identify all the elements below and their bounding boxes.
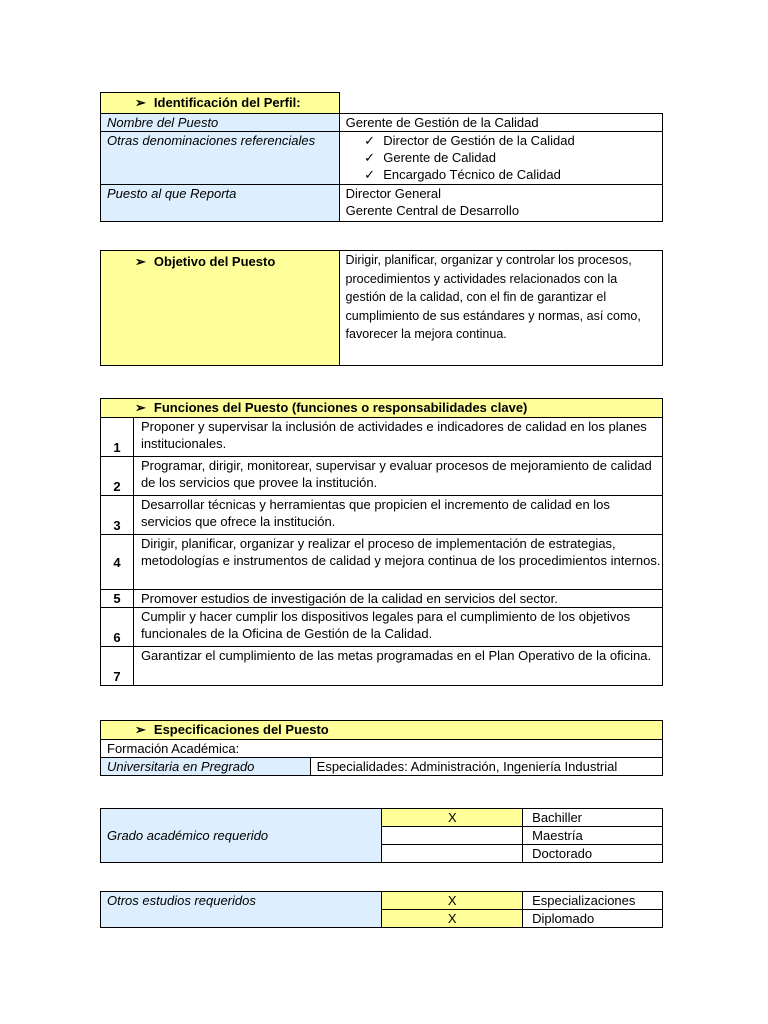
grado-mark: X bbox=[382, 809, 523, 827]
funcion-row bbox=[101, 535, 663, 590]
funcion-row bbox=[101, 496, 663, 535]
grado-label: Grado académico requerido bbox=[101, 809, 382, 863]
otros-table bbox=[100, 891, 663, 928]
especificaciones-header bbox=[101, 721, 663, 740]
row-label: Puesto al que Reporta bbox=[101, 185, 340, 222]
funciones-title: Funciones del Puesto (funciones o responsabilidades clave) bbox=[153, 400, 528, 415]
funcion-text: Cumplir y hacer cumplir los dispositivos legales para el cumplimiento de los objetivos funcionales de la Oficina de Gestión de la Calidad. bbox=[133, 608, 662, 647]
funcion-text: Promover estudios de investigación de la calidad en servicios del sector. bbox=[133, 590, 662, 608]
check-list bbox=[339, 132, 662, 185]
otros-option: Especializaciones bbox=[523, 892, 663, 910]
funcion-text: Proponer y supervisar la inclusión de actividades e indicadores de calidad en los planes institucionales. bbox=[133, 418, 662, 457]
especialidades-text: Especialidades: Administración, Ingeniería Industrial bbox=[310, 758, 662, 776]
row-label: Otras denominaciones referenciales bbox=[101, 132, 340, 185]
especificaciones-table bbox=[100, 720, 663, 776]
funciones-header bbox=[101, 399, 663, 418]
check-item bbox=[360, 166, 662, 183]
arrow-icon: ➢ bbox=[135, 400, 146, 415]
funcion-number: 4 bbox=[101, 535, 134, 590]
objetivo-header bbox=[101, 251, 340, 366]
row-value bbox=[339, 185, 662, 222]
identificacion-header bbox=[101, 93, 340, 114]
grado-option: Maestría bbox=[523, 827, 663, 845]
grado-table bbox=[100, 808, 663, 863]
blank-cell bbox=[339, 93, 662, 114]
otros-mark: X bbox=[382, 910, 523, 928]
funcion-row bbox=[101, 608, 663, 647]
funcion-number: 6 bbox=[101, 608, 134, 647]
funcion-row bbox=[101, 590, 663, 608]
reporta-line: Director General bbox=[345, 186, 441, 201]
funcion-text: Programar, dirigir, monitorear, supervisar y evaluar procesos de mejoramiento de calidad de los servicios que provee la institución. bbox=[133, 457, 662, 496]
funciones-table bbox=[100, 398, 663, 686]
row-value: Gerente de Gestión de la Calidad bbox=[339, 114, 662, 132]
grado-mark bbox=[382, 827, 523, 845]
arrow-icon: ➢ bbox=[135, 722, 146, 737]
check-icon: ✓ bbox=[364, 150, 376, 165]
funcion-number: 7 bbox=[101, 647, 134, 686]
grado-option: Bachiller bbox=[523, 809, 663, 827]
funcion-row bbox=[101, 418, 663, 457]
especificaciones-title: Especificaciones del Puesto bbox=[153, 722, 329, 737]
otros-option: Diplomado bbox=[523, 910, 663, 928]
funcion-number: 1 bbox=[101, 418, 134, 457]
row-label: Nombre del Puesto bbox=[101, 114, 340, 132]
check-icon: ✓ bbox=[364, 167, 376, 182]
identificacion-table bbox=[100, 92, 663, 222]
check-item bbox=[360, 149, 662, 166]
identificacion-title: Identificación del Perfil: bbox=[153, 95, 301, 110]
check-icon: ✓ bbox=[364, 133, 376, 148]
nivel-label: Universitaria en Pregrado bbox=[101, 758, 311, 776]
otros-label: Otros estudios requeridos bbox=[101, 892, 382, 928]
funcion-row bbox=[101, 457, 663, 496]
objetivo-text: Dirigir, planificar, organizar y controlar los procesos, procedimientos y actividades relacionados con la gestión de la calidad, con el fin de garantizar el cumplimiento de sus estándares y normas, así como, favorecer la mejora continua. bbox=[339, 251, 662, 366]
reporta-line: Gerente Central de Desarrollo bbox=[345, 203, 520, 218]
check-item-label: Director de Gestión de la Calidad bbox=[383, 133, 575, 148]
funcion-row bbox=[101, 647, 663, 686]
funcion-text: Garantizar el cumplimiento de las metas programadas en el Plan Operativo de la oficina. bbox=[133, 647, 662, 686]
check-item bbox=[360, 132, 662, 149]
funcion-number: 3 bbox=[101, 496, 134, 535]
grado-option: Doctorado bbox=[523, 845, 663, 863]
arrow-icon: ➢ bbox=[135, 254, 146, 269]
objetivo-table bbox=[100, 250, 663, 366]
funcion-text: Desarrollar técnicas y herramientas que propicien el incremento de calidad en los servicios que ofrece la institución. bbox=[133, 496, 662, 535]
check-item-label: Gerente de Calidad bbox=[383, 150, 496, 165]
objetivo-title: Objetivo del Puesto bbox=[153, 254, 276, 269]
funcion-number: 2 bbox=[101, 457, 134, 496]
funcion-text: Dirigir, planificar, organizar y realizar el proceso de implementación de estrategias, metodologías e instrumentos de calidad y mejora continua de los procedimientos internos. bbox=[133, 535, 662, 590]
arrow-icon: ➢ bbox=[135, 95, 146, 110]
otros-mark: X bbox=[382, 892, 523, 910]
grado-mark bbox=[382, 845, 523, 863]
funcion-number: 5 bbox=[101, 590, 134, 608]
check-item-label: Encargado Técnico de Calidad bbox=[383, 167, 561, 182]
formacion-label: Formación Académica: bbox=[101, 740, 663, 758]
